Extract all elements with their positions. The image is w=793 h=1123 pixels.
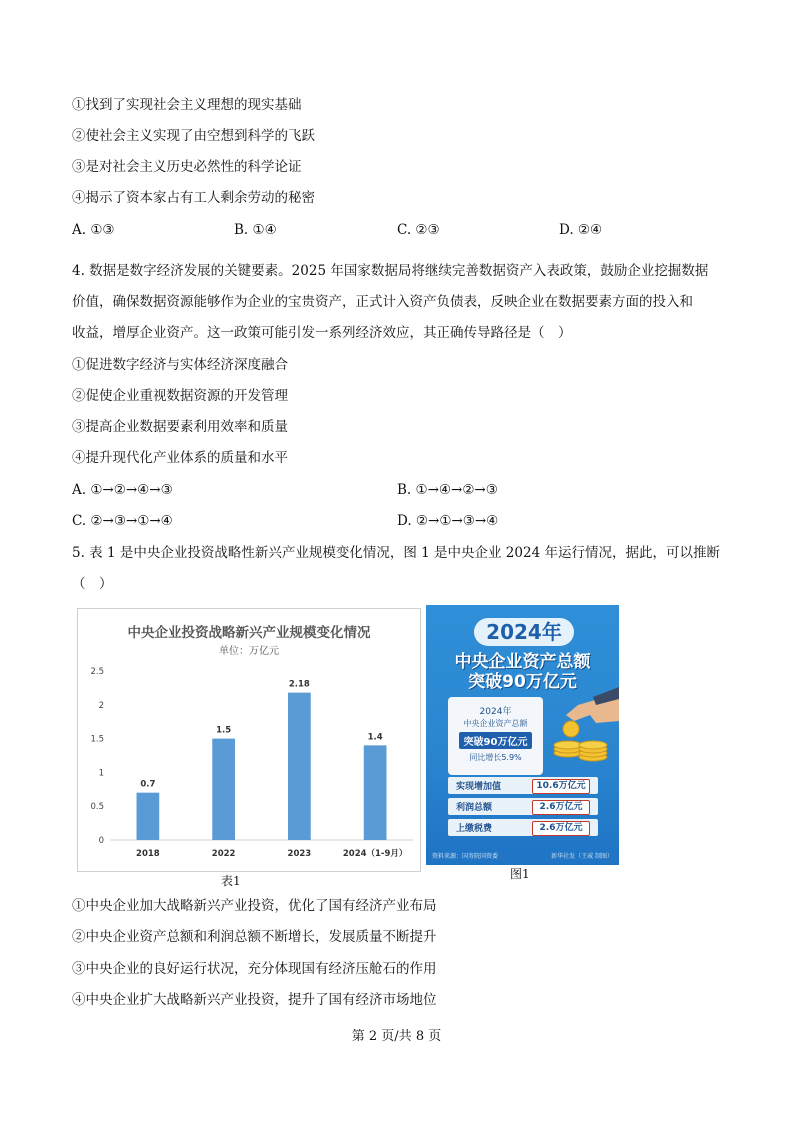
hand-coins-illustration xyxy=(538,683,619,765)
stat-label: 实现增加值 xyxy=(456,782,502,792)
chart-title: 中央企业投资战略新兴产业规模变化情况 xyxy=(127,625,371,641)
bar xyxy=(212,739,235,840)
q4-option-2: ②促使企业重视数据资源的开发管理 xyxy=(72,388,288,404)
coin-icon xyxy=(563,721,579,737)
q4-option-1: ①促进数字经济与实体经济深度融合 xyxy=(72,357,288,373)
info-headline-1: 中央企业资产总额 xyxy=(454,652,591,672)
q5-option-3: ③中央企业的良好运行状况，充分体现国有经济压舱石的作用 xyxy=(72,961,437,977)
bar xyxy=(364,745,387,840)
bar-chart xyxy=(77,608,421,872)
q4-option-4: ④提升现代化产业体系的质量和水平 xyxy=(72,450,288,466)
info-year-badge: 2024年 xyxy=(474,618,574,646)
table-caption: 表1 xyxy=(221,874,241,888)
q4-answer-c: C. ②→③→①→④ xyxy=(72,513,173,529)
data-label: 1.5 xyxy=(216,725,232,736)
q4-answer-a: A. ①→②→④→③ xyxy=(72,482,173,498)
info-card-line: 中央企业资产总额 xyxy=(463,719,528,728)
data-label: 2.18 xyxy=(288,679,310,690)
answer-b: B. ①④ xyxy=(234,222,277,238)
y-tick-label: 2.5 xyxy=(90,667,104,677)
q4-answer-b: B. ①→④→②→③ xyxy=(397,482,498,498)
figure-caption: 图1 xyxy=(510,867,530,881)
stat-label: 上缴税费 xyxy=(456,824,493,834)
q4-option-3: ③提高企业数据要素利用效率和质量 xyxy=(72,419,288,435)
stat-label: 利润总额 xyxy=(456,803,493,813)
q5-text-line-2: （ ） xyxy=(72,576,113,592)
y-tick-label: 0 xyxy=(98,836,104,846)
info-footer xyxy=(426,848,619,862)
x-tick-label: 2024（1-9月） xyxy=(342,849,408,859)
q5-option-1: ①中央企业加大战略新兴产业投资，优化了国有经济产业布局 xyxy=(72,898,437,914)
bar xyxy=(288,693,311,840)
x-tick-label: 2018 xyxy=(136,849,160,859)
answer-d: D. ②④ xyxy=(559,222,603,238)
stat-value: 2.6万亿元 xyxy=(532,821,590,836)
q5-option-2: ②中央企业资产总额和利润总额不断增长，发展质量不断提升 xyxy=(72,929,437,945)
info-card-year: 2024年 xyxy=(479,707,512,717)
q4-text-line-2: 价值，确保数据资源能够作为企业的宝贵资产，正式计入资产负债表，反映企业在数据要素方面的投入和 xyxy=(72,294,693,310)
page-footer: 第 2 页/共 8 页 xyxy=(351,1029,442,1044)
info-source: 资料来源：国务院国资委 xyxy=(432,853,499,860)
bar xyxy=(137,793,160,840)
info-card-growth: 同比增长5.9% xyxy=(469,753,522,762)
info-credit: 新华社发（王威 制图） xyxy=(551,853,613,860)
stat-value: 2.6万亿元 xyxy=(532,800,590,815)
data-label: 1.4 xyxy=(367,732,383,743)
data-label: 0.7 xyxy=(140,779,156,790)
info-card xyxy=(448,697,543,775)
y-tick-label: 2 xyxy=(98,700,104,711)
answer-a: A. ①③ xyxy=(72,222,115,238)
chart-subtitle: 单位：万亿元 xyxy=(219,646,279,657)
option-1: ①找到了实现社会主义理想的现实基础 xyxy=(72,97,302,113)
y-tick-label: 0.5 xyxy=(90,802,104,813)
stat-row xyxy=(448,798,598,815)
q5-text-line-1: 5. 表 1 是中央企业投资战略性新兴产业规模变化情况，图 1 是中央企业 2024 年运行情况，据此，可以推断 xyxy=(72,545,720,561)
stat-row xyxy=(448,819,598,836)
q5-option-4: ④中央企业扩大战略新兴产业投资，提升了国有经济市场地位 xyxy=(72,992,437,1008)
y-tick-label: 1.5 xyxy=(90,734,104,745)
option-4: ④揭示了资本家占有工人剩余劳动的秘密 xyxy=(72,190,315,206)
option-2: ②使社会主义实现了由空想到科学的飞跃 xyxy=(72,128,315,144)
q4-answer-d: D. ②→①→③→④ xyxy=(397,513,499,529)
bar-chart-svg xyxy=(78,609,420,871)
stat-row xyxy=(448,777,598,794)
q4-text-line-3: 收益，增厚企业资产。这一政策可能引发一系列经济效应，其正确传导路径是（ ） xyxy=(72,325,572,341)
q4-text-line-1: 4. 数据是数字经济发展的关键要素。2025 年国家数据局将继续完善数据资产入表政策，鼓励企业挖掘数据 xyxy=(72,263,709,279)
y-tick-label: 1 xyxy=(98,768,104,779)
stat-value: 10.6万亿元 xyxy=(532,779,590,794)
x-tick-label: 2023 xyxy=(287,849,312,859)
info-headline-2: 突破90万亿元 xyxy=(468,672,577,692)
info-card-highlight: 突破90万亿元 xyxy=(459,732,533,749)
answer-c: C. ②③ xyxy=(397,222,440,238)
option-3: ③是对社会主义历史必然性的科学论证 xyxy=(72,159,302,175)
infographic xyxy=(426,605,619,865)
x-tick-label: 2022 xyxy=(211,849,236,859)
